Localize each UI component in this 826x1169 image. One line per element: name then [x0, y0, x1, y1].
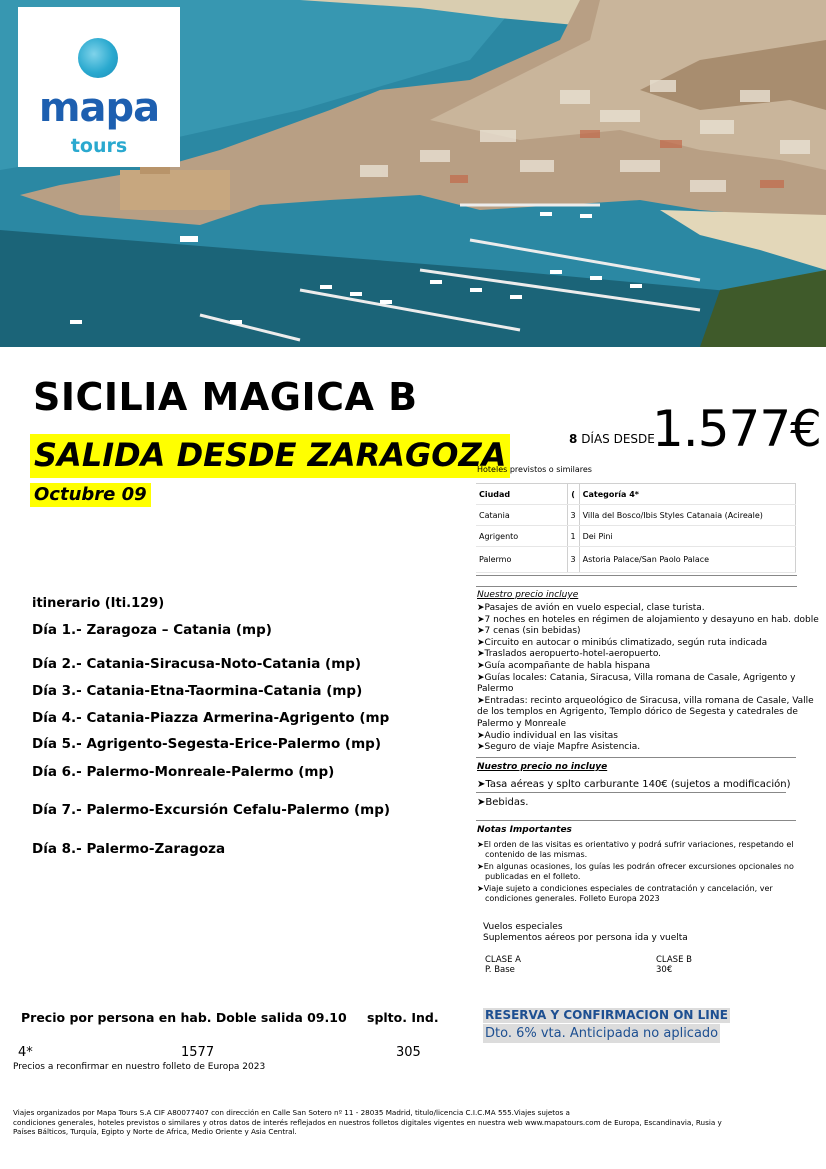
logo-subword: tours [70, 135, 128, 157]
day-text: Palermo-Zaragoza [86, 841, 226, 857]
price-amount: 1.577€ [652, 400, 821, 458]
divider [476, 586, 797, 587]
list-item: ➤Guía acompañante de habla hispana [477, 660, 651, 671]
day-label: Día 4.- [32, 710, 82, 726]
day-text: Palermo-Excursión Cefalu-Palermo (mp) [86, 802, 391, 818]
hotels-table [476, 483, 796, 573]
notes-title: Notas Importantes [477, 825, 572, 835]
footer-line: Viajes organizados por Mapa Tours S.A CIF A80077407 con dirección en Calle San Sotero nº 11 - 28035 Madrid, titulo/licencia C.I.C.MA 555.Viajes sujetos a [13, 1108, 570, 1117]
itinerary-day [32, 736, 381, 752]
itinerary-day [32, 841, 225, 857]
price-value: 1577 [181, 1045, 215, 1060]
table-row [476, 547, 796, 573]
day-text: Catania-Siracusa-Noto-Catania (mp) [86, 656, 362, 672]
class-b-value: 30€ [656, 965, 673, 975]
class-a [485, 955, 521, 975]
list-item: ➤En algunas ocasiones, los guías les podrán ofrecer excursiones opcionales no publicadas en el folleto. [477, 862, 794, 881]
day-label: Día 6.- [32, 764, 82, 780]
itinerary-day [32, 710, 389, 726]
day-label: Día 3.- [32, 683, 82, 699]
hotels-table-header [476, 484, 796, 505]
itinerary-day [32, 622, 272, 638]
list-item: ➤Seguro de viaje Mapfre Asistencia. [477, 742, 641, 753]
departure-subtitle: SALIDA DESDE ZARAGOZA [30, 434, 510, 478]
itinerary-heading: itinerario (Iti.129) [32, 596, 165, 611]
list-item: ➤Bebidas. [477, 797, 529, 808]
day-text: Palermo-Monreale-Palermo (mp) [86, 764, 335, 780]
logo-wordmark: mapa [38, 85, 160, 131]
header-city: Ciudad [476, 484, 567, 505]
footer-line: Países Bálticos, Turquía, Egipto y Norte de Africa, Medio Oriente y Asia Central. [13, 1127, 297, 1136]
departure-date: Octubre 09 [30, 483, 151, 507]
list-item: ➤Audio individual en las visitas [477, 730, 618, 741]
class-b-label: CLASE B [656, 955, 692, 965]
list-item: ➤Traslados aeropuerto-hotel-aeropuerto. [477, 649, 662, 660]
includes-list [477, 603, 822, 754]
hotel-nights: 3 [567, 547, 579, 573]
price-header-label: Precio por persona en hab. Doble salida 09.10 [21, 1010, 347, 1025]
day-label: Día 1.- [32, 622, 82, 638]
hotel-name: Villa del Bosco/Ibis Styles Catanaia (Acireale) [579, 505, 795, 526]
list-item: ➤Entradas: recinto arqueológico de Siracusa, villa romana de Casale, Valle de los templos en Agrigento, Templo dórico de Segesta y catedrales de Palermo y Monreale [477, 695, 814, 729]
reserva-online-link[interactable]: RESERVA Y CONFIRMACION ON LINE [485, 1008, 728, 1022]
day-label: Día 8.- [32, 841, 82, 857]
list-item: ➤7 noches en hoteles en régimen de alojamiento y desayuno en hab. doble [477, 614, 819, 625]
hotel-city: Palermo [476, 547, 567, 573]
itinerary-day [32, 656, 361, 672]
hotel-city: Catania [476, 505, 567, 526]
itinerary-day [32, 764, 334, 780]
hero-photo [0, 0, 826, 347]
divider [476, 820, 796, 821]
hotel-name: Astoria Palace/San Paolo Palace [579, 547, 795, 573]
list-item: ➤El orden de las visitas es orientativo y podrá sufrir variaciones, respetando el contenido de las mismas. [477, 840, 794, 859]
days-text: DÍAS DESDE [581, 432, 655, 446]
hotels-note: Hoteles previstos o similares [477, 465, 592, 474]
divider [476, 757, 796, 758]
flights-line: Vuelos especiales [483, 922, 563, 932]
itinerary-day [32, 683, 362, 699]
header-nights: ( [567, 484, 579, 505]
price-category: 4* [18, 1045, 33, 1060]
hotel-nights: 1 [567, 526, 579, 547]
divider [476, 792, 786, 793]
hotel-name: Dei Pini [579, 526, 795, 547]
day-text: Zaragoza – Catania (mp) [86, 622, 272, 638]
includes-title: Nuestro precio incluye [477, 590, 579, 600]
discount-note: Dto. 6% vta. Anticipada no aplicado [485, 1026, 719, 1041]
day-label: Día 5.- [32, 736, 82, 752]
flights-info [483, 922, 688, 944]
single-supplement-header: splto. Ind. [367, 1010, 439, 1025]
day-text: Catania-Etna-Taormina-Catania (mp) [86, 683, 363, 699]
divider [476, 575, 797, 576]
notes-list [477, 840, 797, 906]
days-number: 8 [569, 432, 578, 446]
table-row [476, 505, 796, 526]
day-label: Día 7.- [32, 802, 82, 818]
table-row [476, 526, 796, 547]
page-title: SICILIA MAGICA B [33, 375, 418, 419]
list-item: ➤Viaje sujeto a condiciones especiales de contratación y cancelación, ver condiciones generales. Folleto Europa 2023 [477, 884, 773, 903]
day-text: Catania-Piazza Armerina-Agrigento (mp [86, 710, 390, 726]
excludes-title: Nuestro precio no incluye [477, 762, 608, 772]
class-b [656, 955, 692, 975]
single-supplement-value: 305 [396, 1045, 421, 1060]
price-note: Precios a reconfirmar en nuestro folleto de Europa 2023 [13, 1062, 266, 1072]
price-days-label [569, 432, 655, 446]
list-item: ➤Tasa aéreas y splto carburante 140€ (sujetos a modificación) [477, 779, 791, 790]
list-item: ➤Guías locales: Catania, Siracusa, Villa romana de Casale, Agrigento y Palermo [477, 672, 796, 695]
footer-line: condiciones generales, hoteles previstos o similares y otros datos de interés reflejados en nuestros folletos digitales vigentes en nuestra web www.mapatours.com de Europa, Escandinavia, Rusia y [13, 1117, 722, 1127]
list-item: ➤Circuito en autocar o minibús climatizado, según ruta indicada [477, 637, 768, 648]
day-label: Día 2.- [32, 656, 82, 672]
list-item: ➤7 cenas (sin bebidas) [477, 626, 581, 637]
day-text: Agrigento-Segesta-Erice-Palermo (mp) [86, 736, 382, 752]
flights-line: Suplementos aéreos por persona ida y vuelta [483, 933, 688, 943]
itinerary-day [32, 802, 390, 818]
legal-footer [13, 1108, 783, 1137]
header-category: Categoría 4* [579, 484, 795, 505]
list-item: ➤Pasajes de avión en vuelo especial, clase turista. [477, 603, 705, 613]
mapa-tours-logo[interactable] [18, 7, 180, 167]
hotel-nights: 3 [567, 505, 579, 526]
class-a-label: CLASE A [485, 955, 521, 965]
hotel-city: Agrigento [476, 526, 567, 547]
class-a-value: P. Base [485, 965, 515, 975]
logo-circle-icon [78, 38, 118, 78]
price-table-header [21, 1010, 439, 1025]
